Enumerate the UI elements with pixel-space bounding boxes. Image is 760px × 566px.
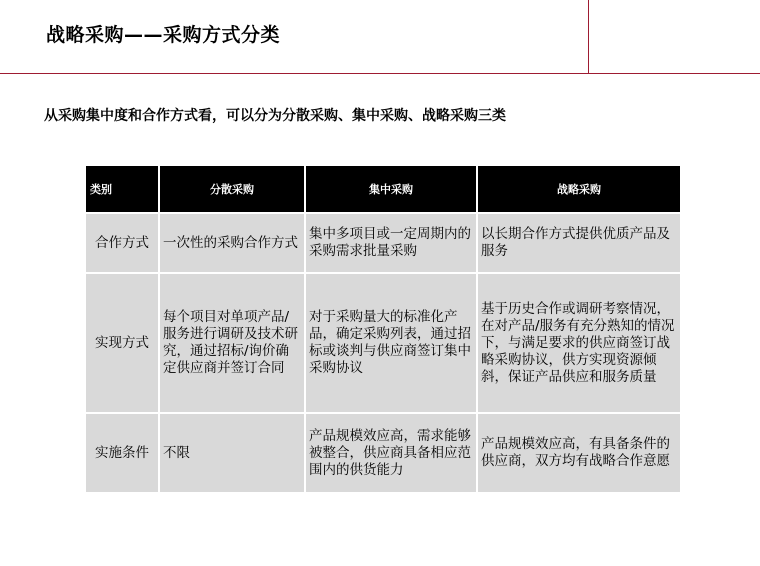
table-cell: 一次性的采购合作方式 bbox=[160, 214, 304, 272]
header-decentralized: 分散采购 bbox=[160, 166, 304, 212]
header-vertical-divider bbox=[588, 0, 589, 74]
page-title: 战略采购——采购方式分类 bbox=[46, 24, 281, 46]
header-centralized: 集中采购 bbox=[306, 166, 476, 212]
table-row bbox=[86, 214, 680, 272]
table-cell: 产品规模效应高，需求能够被整合，供应商具备相应范围内的供货能力 bbox=[306, 414, 476, 492]
table-row bbox=[86, 414, 680, 492]
table-cell: 产品规模效应高，有具备条件的供应商，双方均有战略合作意愿 bbox=[478, 414, 680, 492]
header-category: 类别 bbox=[86, 166, 158, 212]
table-cell: 每个项目对单项产品/服务进行调研及技术研究，通过招标/询价确定供应商并签订合同 bbox=[160, 274, 304, 412]
table-cell: 对于采购量大的标准化产品，确定采购列表，通过招标或谈判与供应商签订集中采购协议 bbox=[306, 274, 476, 412]
table-row bbox=[86, 274, 680, 412]
table-cell: 集中多项目或一定周期内的采购需求批量采购 bbox=[306, 214, 476, 272]
table-cell: 不限 bbox=[160, 414, 304, 492]
row-label-conditions: 实施条件 bbox=[86, 414, 158, 492]
table-header-row bbox=[86, 166, 680, 212]
header-horizontal-divider bbox=[0, 73, 760, 74]
table-cell: 以长期合作方式提供优质产品及服务 bbox=[478, 214, 680, 272]
subtitle: 从采购集中度和合作方式看，可以分为分散采购、集中采购、战略采购三类 bbox=[44, 108, 506, 124]
row-label-implementation: 实现方式 bbox=[86, 274, 158, 412]
table-cell: 基于历史合作或调研考察情况，在对产品/服务有充分熟知的情况下，与满足要求的供应商签订战略采购协议，供方实现资源倾斜，保证产品供应和服务质量 bbox=[478, 274, 680, 412]
header-strategic: 战略采购 bbox=[478, 166, 680, 212]
row-label-cooperation: 合作方式 bbox=[86, 214, 158, 272]
procurement-comparison-table bbox=[84, 164, 682, 494]
